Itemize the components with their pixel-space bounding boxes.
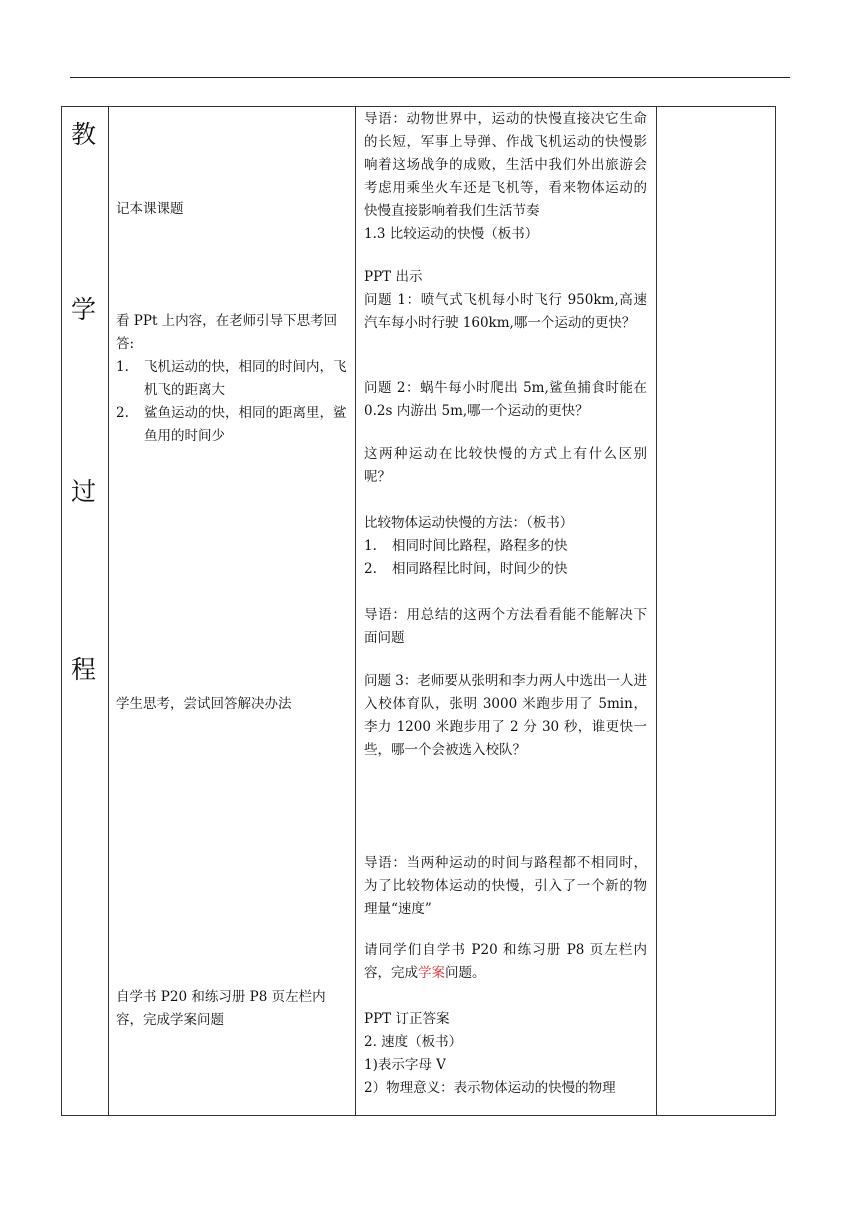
intro-paragraph-3: 导语：当两种运动的时间与路程都不相同时，为了比较物体运动的快慢，引入了一个新的物理量“速度”: [364, 855, 647, 917]
speed-heading: 2. 速度（板书）: [364, 1034, 463, 1050]
reading-task: [364, 939, 647, 985]
intro-paragraph-2: 导语：用总结的这两个方法看看能不能解决下面问题: [364, 607, 647, 646]
side-char: 过: [71, 477, 97, 506]
ppt-show: PPT 出示: [364, 269, 423, 285]
side-char: 程: [71, 655, 97, 684]
ppt-correction-block: [364, 1008, 647, 1100]
ppt-instruction: [116, 310, 348, 448]
reading-text-end: 问题。: [445, 965, 486, 981]
note-record-title: 记本课课题: [116, 201, 184, 217]
ppt-correction: PPT 订正答案: [364, 1011, 450, 1027]
intro-text: 导语：动物世界中，运动的快慢直接决它生命的长短，军事上导弹、作战飞机运动的快慢影响着这场战争的成败，生活中我们外出旅游会考虑用乘坐火车还是飞机等，看来物体运动的快慢直接影响着我们生活节奏: [364, 111, 647, 219]
instruction-text: 看 PPt 上内容，在老师引导下思考回答:: [116, 313, 338, 352]
answer-text: 飞机运动的快，相同的时间内，飞机飞的距离大: [144, 359, 347, 398]
answer-list: [116, 356, 348, 448]
self-study-task: 自学书 P20 和练习册 P8 页左栏内容，完成学案问题: [116, 989, 326, 1028]
table-row: [62, 107, 776, 1116]
question-3: 问题 3：老师要从张明和李力两人中选出一人进入校体育队，张明 3000 米跑步用了 5min，李力 1200 米跑步用了 2 分 30 秒，谁更快一些，哪一个会被选入校队？: [364, 673, 647, 758]
side-char: 学: [71, 295, 97, 324]
methods-block: [364, 512, 647, 581]
side-char: 教: [71, 120, 97, 149]
list-number: 1.: [364, 538, 377, 554]
list-item: [116, 402, 348, 448]
speed-symbol: 1)表示字母 V: [364, 1057, 446, 1073]
intro-paragraph: [364, 108, 647, 246]
methods-title: 比较物体运动快慢的方法：（板书）: [364, 515, 574, 531]
answer-text: 鲨鱼运动的快，相同的距离里，鲨鱼用的时间少: [144, 405, 347, 444]
lesson-table: [61, 106, 776, 1116]
student-activity-cell: [109, 107, 356, 1116]
speed-meaning: 2）物理意义：表示物体运动的快慢的物理: [364, 1080, 616, 1096]
method-text: 相同时间比路程，路程多的快: [392, 538, 568, 554]
lesson-title: 1.3 比较运动的快慢（板书）: [364, 226, 539, 242]
student-think: 学生思考，尝试回答解决办法: [116, 696, 292, 712]
difference-question: 这两种运动在比较快慢的方式上有什么区别呢？: [364, 446, 647, 485]
list-number: 2.: [116, 405, 129, 421]
list-item: [116, 356, 348, 402]
process-label-cell: [62, 107, 109, 1116]
header-rule: [70, 77, 790, 78]
list-number: 1.: [116, 359, 129, 375]
method-text: 相同路程比时间，时间少的快: [392, 561, 568, 577]
list-item: [364, 558, 647, 581]
notes-cell: [657, 107, 776, 1116]
reading-text: 请同学们自学书 P20 和练习册 P8 页左栏内容，完成: [364, 942, 647, 981]
methods-list: [364, 535, 647, 581]
teacher-activity-cell: [356, 107, 657, 1116]
ppt-block: [364, 266, 647, 335]
question-1: 问题 1：喷气式飞机每小时飞行 950km,高速汽车每小时行驶 160km,哪一个运动的更快？: [364, 292, 647, 331]
highlighted-term: 学案: [418, 965, 445, 981]
question-2: 问题 2：蜗牛每小时爬出 5m,鲨鱼捕食时能在 0.2s 内游出 5m,哪一个运动的更快？: [364, 380, 647, 419]
list-item: [364, 535, 647, 558]
list-number: 2.: [364, 561, 377, 577]
